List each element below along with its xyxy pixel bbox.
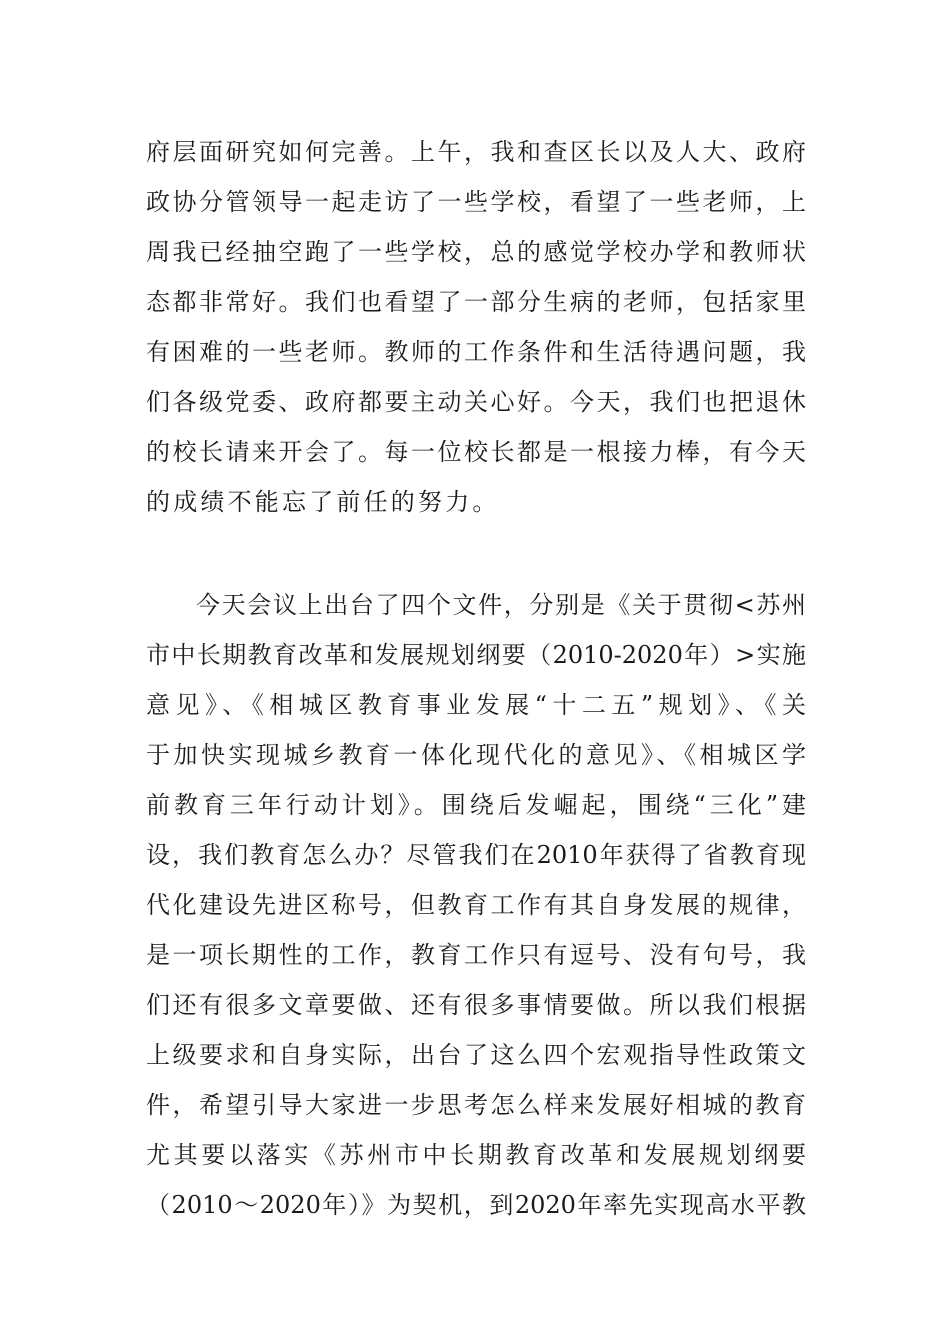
text-line: 设，我们教育怎么办？尽管我们在2010年获得了省教育现 [146,841,806,869]
text-line: 市中长期教育改革和发展规划纲要（2010-2020年）>实施 [146,641,806,669]
text-line: （2010～2020年）》为契机，到2020年率先实现高水平教 [146,1191,806,1219]
text-line: 尤其要以落实《苏州市中长期教育改革和发展规划纲要 [146,1141,806,1169]
text-line: 今天会议上出台了四个文件，分别是《关于贯彻<苏州 [196,591,806,619]
text-line: 于加快实现城乡教育一体化现代化的意见》、《相城区学 [146,741,806,769]
text-line: 上级要求和自身实际，出台了这么四个宏观指导性政策文 [146,1041,806,1069]
text-line: 周我已经抽空跑了一些学校，总的感觉学校办学和教师状 [146,238,806,266]
text-line: 们各级党委、政府都要主动关心好。今天，我们也把退休 [146,388,806,416]
text-line: 是一项长期性的工作，教育工作只有逗号、没有句号，我 [146,941,806,969]
text-line: 代化建设先进区称号，但教育工作有其自身发展的规律， [146,891,806,919]
text-line: 府层面研究如何完善。上午，我和查区长以及人大、政府 [146,138,806,166]
text-line: 件，希望引导大家进一步思考怎么样来发展好相城的教育 [146,1091,806,1119]
text-line: 意见》、《相城区教育事业发展“十二五”规划》、《关 [146,691,806,719]
text-line: 们还有很多文章要做、还有很多事情要做。所以我们根据 [146,991,806,1019]
text-line: 态都非常好。我们也看望了一部分生病的老师，包括家里 [146,288,806,316]
text-line: 政协分管领导一起走访了一些学校，看望了一些老师，上 [146,188,806,216]
text-line: 的成绩不能忘了前任的努力。 [146,488,500,516]
text-line: 的校长请来开会了。每一位校长都是一根接力棒，有今天 [146,438,806,466]
text-line: 前教育三年行动计划》。围绕后发崛起，围绕“三化”建 [146,791,806,819]
text-line: 有困难的一些老师。教师的工作条件和生活待遇问题，我 [146,338,806,366]
